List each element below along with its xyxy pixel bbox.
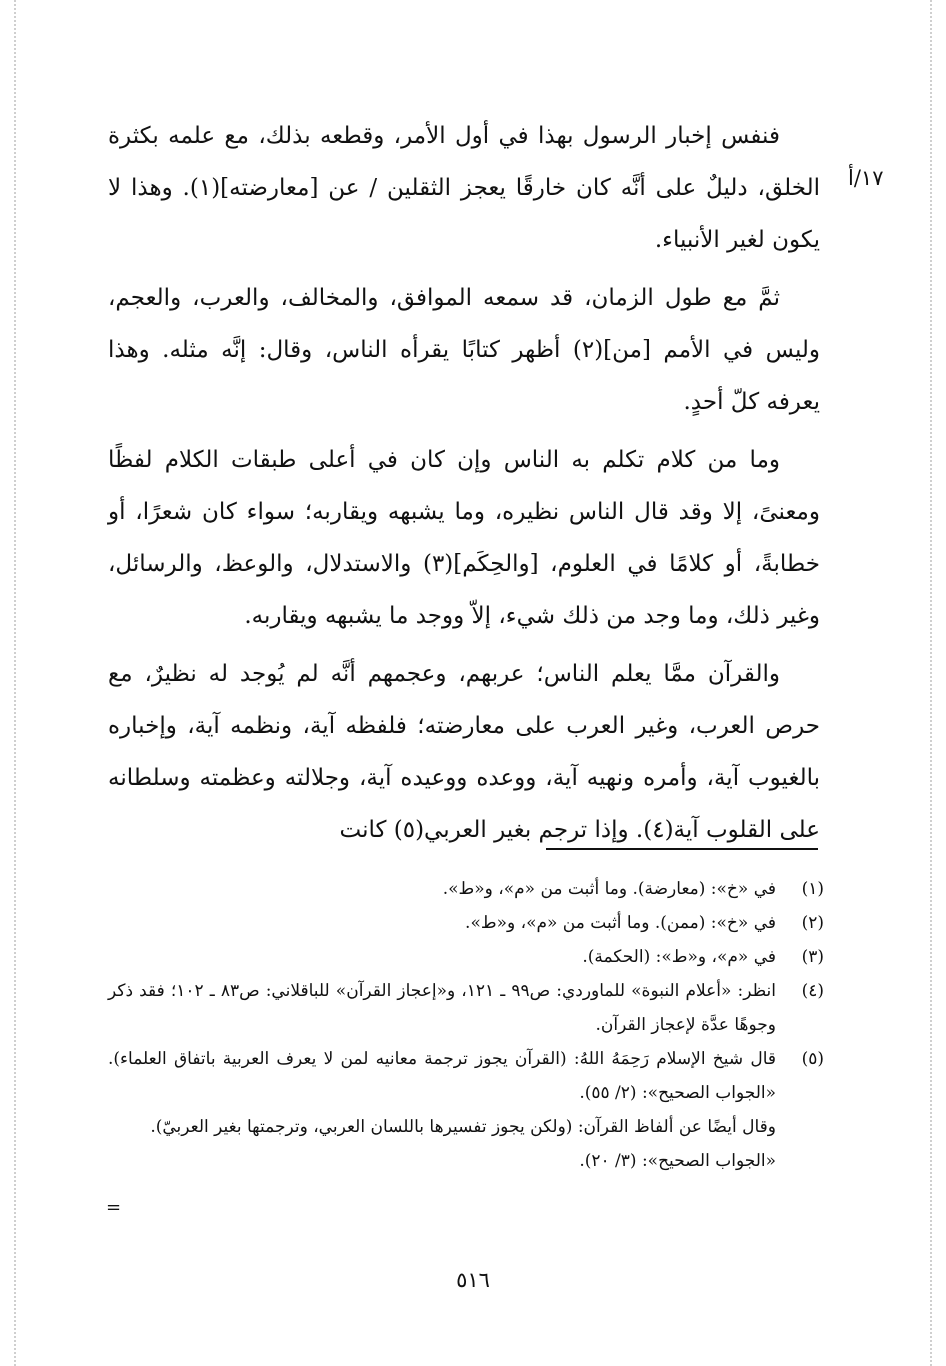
paragraph-2: ثمَّ مع طول الزمان، قد سمعه الموافق، والمخالف، والعرب، والعجم، وليس في الأمم [من](٢) أظهر كتابًا يقرأه الناس، وقال: إنَّه مثله. وهذا يعرفه كلّ أحدٍ. <box>108 285 820 415</box>
scan-edge-left <box>14 0 16 1366</box>
footnote-text: في «خ»: (ممن). وما أثبت من «م»، و«ط». <box>465 913 776 933</box>
footnote-number: (٣) <box>801 947 824 967</box>
footnote-text: في «م»، و«ط»: (الحكمة). <box>582 947 776 967</box>
footnote-2 <box>108 906 824 940</box>
main-text <box>108 110 820 856</box>
footnote-text: قال شيخ الإسلام رَحِمَهُ اللهُ: (القرآن يجوز ترجمة معانيه لمن لا يعرف العربية باتفاق العلماء). «الجواب الصحيح»: (٢/ ٥٥). <box>108 1049 776 1103</box>
footnote-text: في «خ»: (معارضة). وما أثبت من «م»، و«ط». <box>442 879 776 899</box>
footnote-separator <box>546 848 818 850</box>
paragraph-1: فنفس إخبار الرسول بهذا في أول الأمر، وقطعه بذلك، مع علمه بكثرة الخلق، دليلٌ على أنَّه كان خارقًا يعجز الثقلين / عن [معارضته](١). وهذا لا يكون لغير الأنبياء. <box>108 123 820 253</box>
footnote-1 <box>108 872 824 906</box>
paragraph-3: وما من كلام تكلم به الناس وإن كان في أعلى طبقات الكلام لفظًا ومعنىً، إلا وقد قال الناس نظيره، وما يشبهه ويقاربه؛ سواء كان شعرًا، أو خطابةً، أو كلامًا في العلوم، [والحِكَم](٣) والاستدلال، والوعظ، والرسائل، وغير ذلك، وما وجد من ذلك شيء، إلاّ ووجد ما يشبهه ويقاربه. <box>108 447 821 629</box>
scan-edge-right <box>930 0 932 1366</box>
paragraph-4: والقرآن ممَّا يعلم الناس؛ عربهم، وعجمهم أنَّه لم يُوجد له نظيرٌ، مع حرص العرب، وغير العرب على معارضته؛ فلفظه آية، ونظمه آية، وإخباره بالغيوب آية، وأمره ونهيه آية، ووعده ووعيده آية، وجلالته وعظمته وسلطانه على القلوب آية(٤). وإذا ترجم بغير العربي(٥) كانت <box>108 661 820 843</box>
footnote-number: (٢) <box>801 913 824 933</box>
footnote-5-continuation: وقال أيضًا عن ألفاظ القرآن: (ولكن يجوز تفسيرها باللسان العربي، وترجمتها بغير العربيّ). «الجواب الصحيح»: (٣/ ٢٠). <box>150 1117 776 1171</box>
footnotes <box>108 872 824 1178</box>
footnote-number: (٥) <box>801 1049 824 1069</box>
footnote-4 <box>108 974 824 1042</box>
footnote-3 <box>108 940 824 974</box>
footnote-number: (١) <box>801 879 824 899</box>
manuscript-folio-ref: ١٧/أ <box>848 166 884 190</box>
footnote-5 <box>108 1042 824 1110</box>
continuation-mark: = <box>106 1197 122 1218</box>
page-number: ٥١٦ <box>456 1268 490 1292</box>
footnote-number: (٤) <box>801 981 824 1001</box>
footnote-text: انظر: «أعلام النبوة» للماوردي: ص٩٩ ـ ١٢١، و«إعجاز القرآن» للباقلاني: ص٨٣ ـ ١٠٢؛ فقد ذكر وجوهًا عدَّة لإعجاز القرآن. <box>108 981 776 1035</box>
